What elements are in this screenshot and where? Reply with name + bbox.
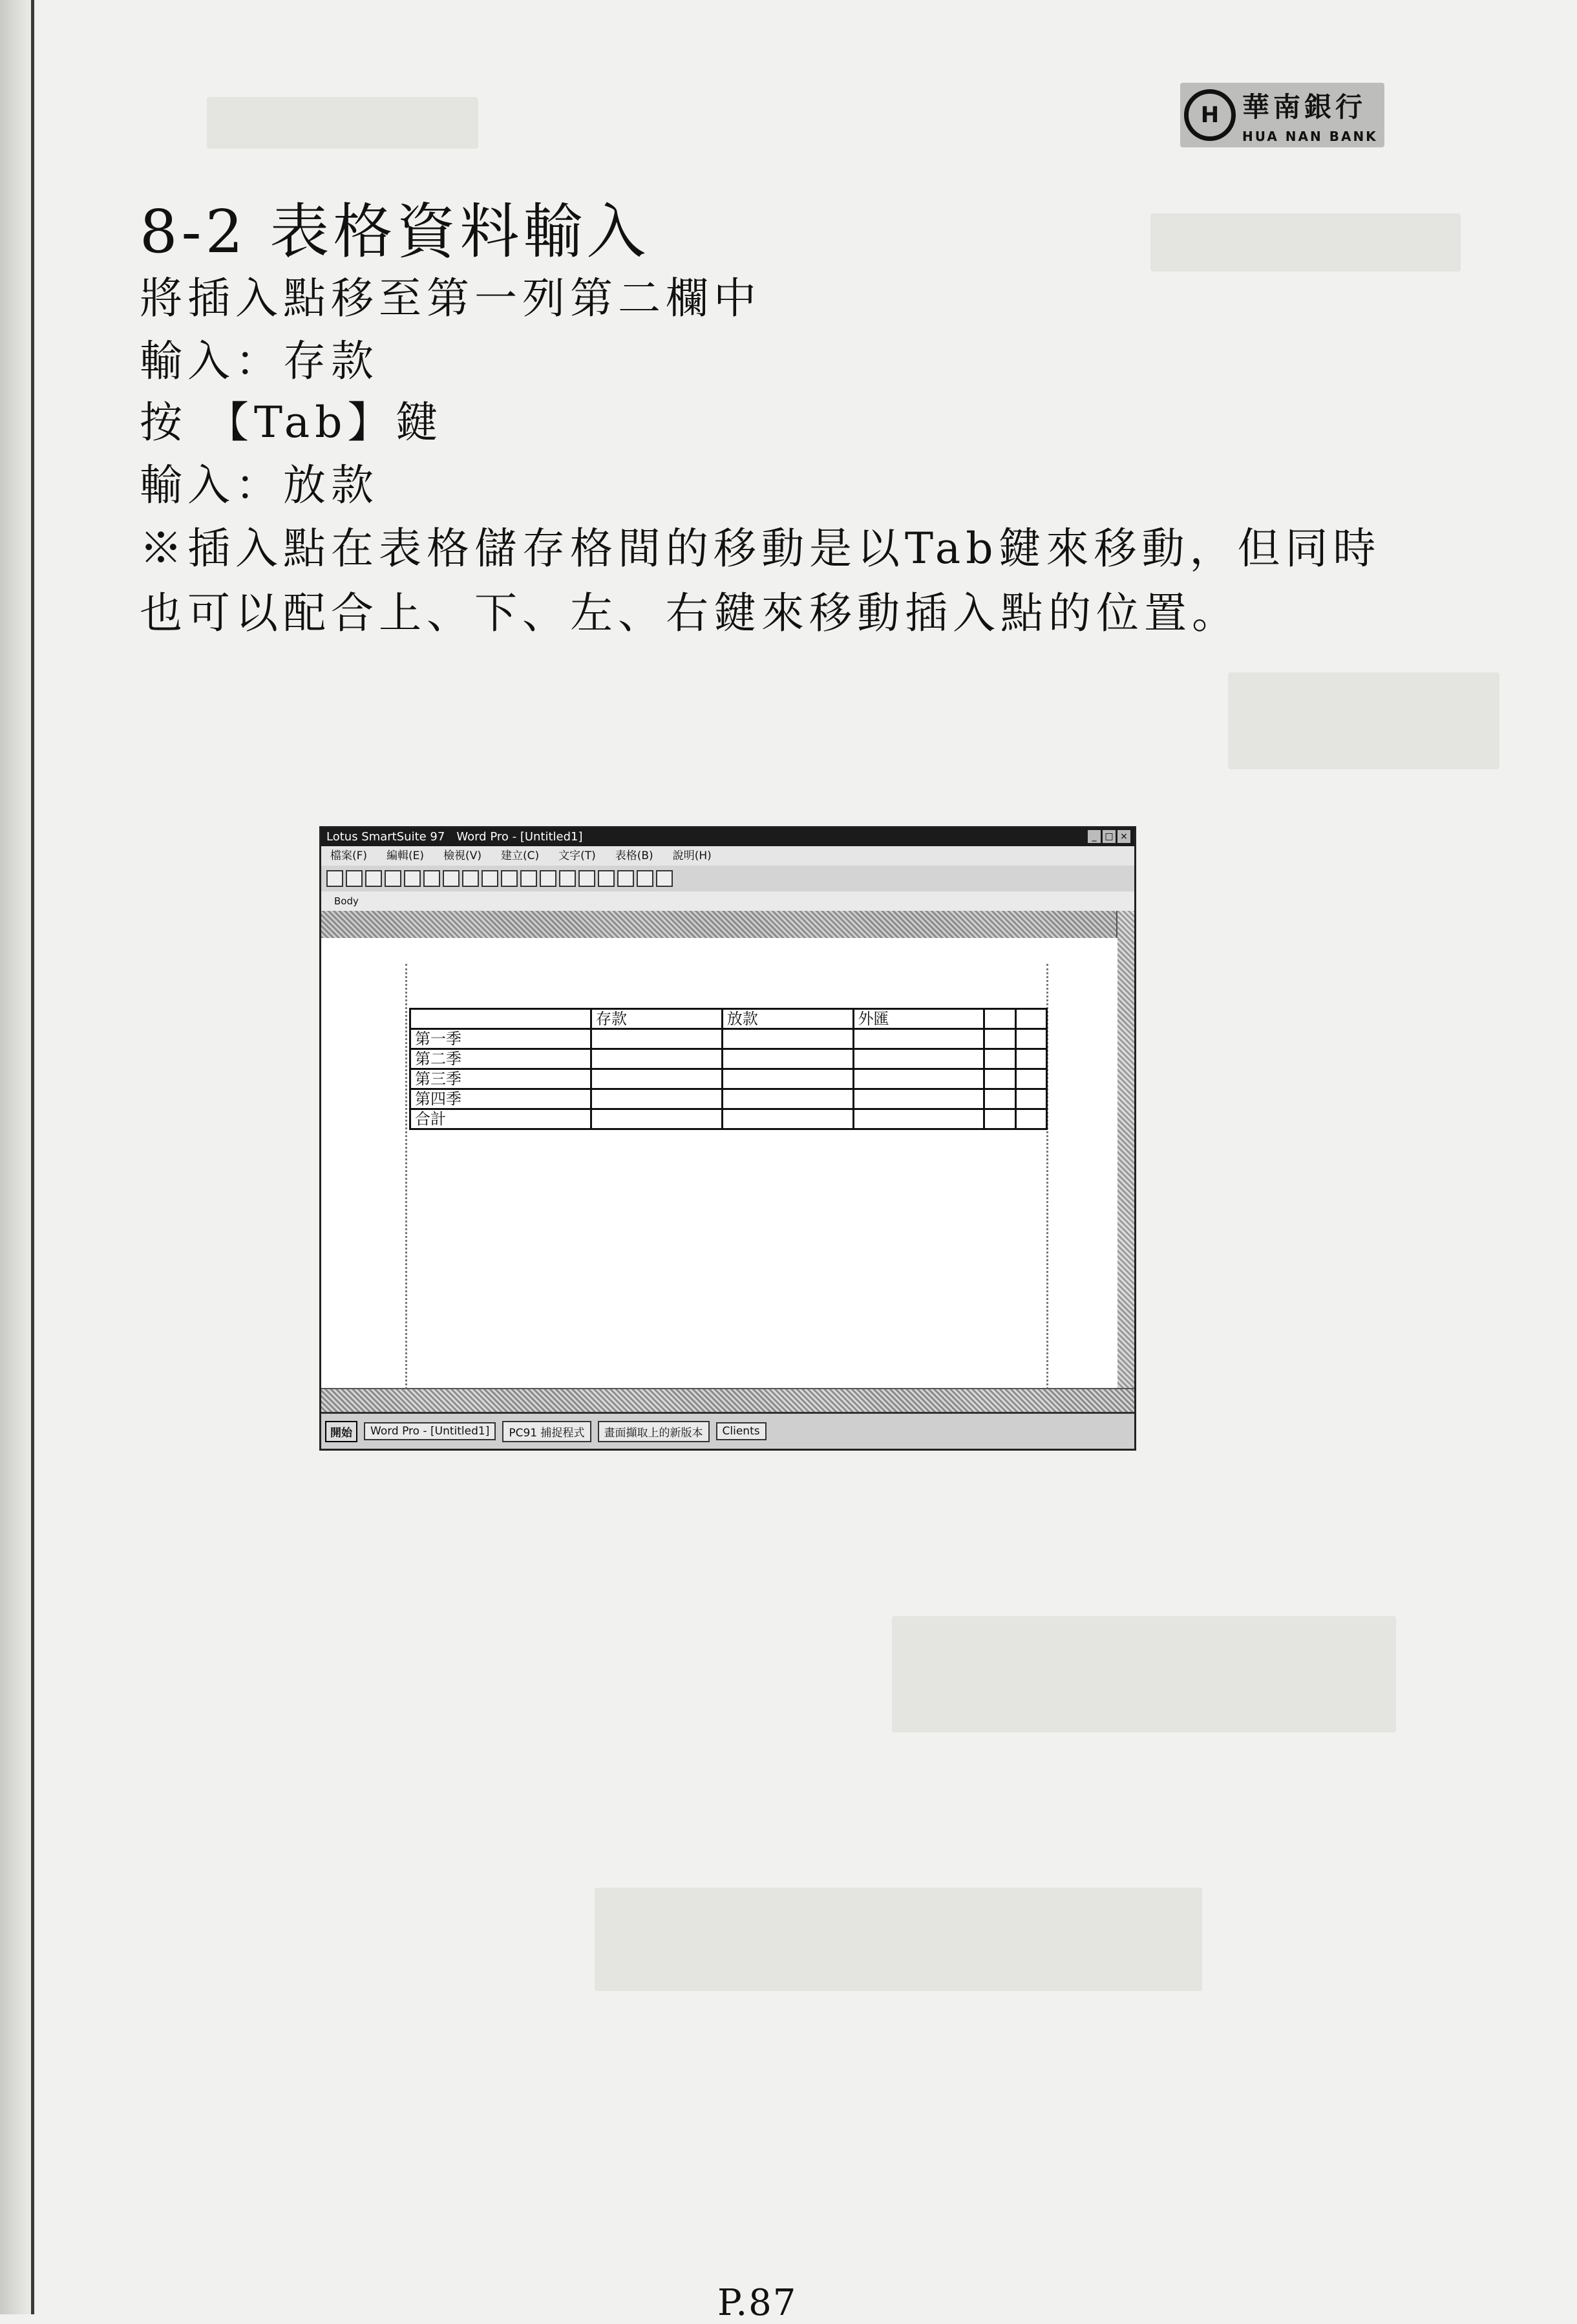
open-icon[interactable] [346,870,363,887]
align-right-icon[interactable] [578,870,595,887]
bleed-through-mark [207,97,478,149]
page-number: P.87 [717,2282,798,2324]
save-icon[interactable] [365,870,382,887]
menu-item[interactable]: 檢視(V) [443,849,482,862]
menu-item[interactable]: 文字(T) [558,849,596,862]
doc-title: Word Pro - [Untitled1] [456,830,583,844]
table-row [410,1029,1047,1049]
table-cell[interactable]: 放款 [722,1009,853,1029]
table-cell[interactable] [591,1109,723,1129]
bleed-through-mark [595,1888,1202,1991]
bank-logo [1180,83,1384,147]
print-icon[interactable] [385,870,401,887]
toolbar [321,866,1134,893]
table-cell[interactable] [984,1029,1015,1049]
taskbar-item[interactable]: Word Pro - [Untitled1] [364,1422,496,1440]
menu-item[interactable]: 檔案(F) [330,849,368,862]
bank-name-cn: 華南銀行 [1242,91,1367,123]
table-cell[interactable] [591,1089,723,1109]
table-row [410,1069,1047,1089]
zoom-icon[interactable] [656,870,673,887]
table-cell[interactable] [722,1109,853,1129]
table-cell[interactable] [410,1009,591,1029]
instruction-line: 輸入：放款 [140,460,379,510]
section-title: 8-2 表格資料輸入 [140,197,650,266]
table-row [410,1109,1047,1129]
close-icon[interactable]: × [1117,830,1130,843]
instruction-note: ※插入點在表格儲存格間的移動是以Tab鍵來移動，但同時 [140,524,1381,573]
table-cell[interactable] [1015,1049,1046,1069]
menu-item[interactable]: 建立(C) [500,849,540,862]
table-cell[interactable] [984,1109,1015,1129]
table-cell[interactable]: 合計 [410,1109,591,1129]
bank-emblem-icon: H [1184,89,1236,141]
table-row [410,1009,1047,1029]
table-cell[interactable] [722,1089,853,1109]
maximize-icon[interactable]: □ [1103,830,1116,843]
data-table [409,1008,1048,1130]
table-cell[interactable] [1015,1089,1046,1109]
instruction-line: 輸入：存款 [140,336,379,386]
menu-item[interactable]: 編輯(E) [386,849,425,862]
table-cell[interactable]: 第二季 [410,1049,591,1069]
taskbar-item[interactable]: Clients [716,1422,767,1440]
table-icon[interactable] [598,870,615,887]
table-cell[interactable] [591,1049,723,1069]
table-cell[interactable] [591,1029,723,1049]
instruction-note: 也可以配合上、下、左、右鍵來移動插入點的位置。 [140,588,1240,638]
italic-icon[interactable] [501,870,518,887]
ruler [321,911,1134,938]
style-tab[interactable]: Body [321,891,1134,911]
app-title: Lotus SmartSuite 97 [326,830,445,844]
wordpro-screenshot [319,826,1136,1451]
table-cell[interactable] [591,1069,723,1089]
table-cell[interactable] [1015,1009,1046,1029]
table-cell[interactable] [853,1069,984,1089]
table-cell[interactable] [984,1049,1015,1069]
left-margin-guide [405,964,407,1389]
bleed-through-mark [892,1616,1396,1732]
underline-icon[interactable] [520,870,537,887]
table-cell[interactable]: 第四季 [410,1089,591,1109]
table-cell[interactable]: 外匯 [853,1009,984,1029]
document-area[interactable] [321,938,1117,1389]
new-document-icon[interactable] [326,870,343,887]
table-row [410,1049,1047,1069]
table-cell[interactable] [1015,1069,1046,1089]
table-cell[interactable] [853,1089,984,1109]
table-cell[interactable]: 第三季 [410,1069,591,1089]
table-cell[interactable]: 存款 [591,1009,723,1029]
table-cell[interactable] [853,1109,984,1129]
align-left-icon[interactable] [540,870,556,887]
bank-name-en: HUA NAN BANK [1242,129,1378,144]
instruction-line: 將插入點移至第一列第二欄中 [140,273,761,323]
table-cell[interactable] [1015,1109,1046,1129]
cut-icon[interactable] [404,870,421,887]
start-button[interactable]: 開始 [325,1421,357,1442]
table-row [410,1089,1047,1109]
taskbar-item[interactable]: PC91 捕捉程式 [502,1421,591,1442]
table-cell[interactable] [722,1029,853,1049]
instruction-line: 按 【Tab】鍵 [140,398,443,447]
bold-icon[interactable] [482,870,498,887]
table-cell[interactable]: 第一季 [410,1029,591,1049]
table-cell[interactable] [853,1029,984,1049]
undo-icon[interactable] [462,870,479,887]
vertical-scrollbar[interactable] [1116,911,1134,1389]
menu-item[interactable]: 說明(H) [672,849,712,862]
table-cell[interactable] [984,1069,1015,1089]
horizontal-scrollbar[interactable] [321,1388,1134,1414]
page-binding-edge [0,0,37,2314]
bleed-through-mark [1150,213,1461,272]
copy-icon[interactable] [423,870,440,887]
minimize-icon[interactable]: _ [1088,830,1101,843]
align-center-icon[interactable] [559,870,576,887]
menu-item[interactable]: 表格(B) [615,849,653,862]
spell-check-icon[interactable] [637,870,653,887]
bleed-through-mark [1228,672,1499,769]
menu-bar [321,846,1134,866]
paste-icon[interactable] [443,870,460,887]
taskbar [321,1412,1134,1449]
table-cell[interactable] [1015,1029,1046,1049]
table-cell[interactable] [984,1009,1015,1029]
table-cell[interactable] [853,1049,984,1069]
table-cell[interactable] [984,1089,1015,1109]
taskbar-item[interactable]: 畫面擷取上的新版本 [598,1421,710,1442]
chart-icon[interactable] [617,870,634,887]
window-titlebar [321,828,1134,846]
table-cell[interactable] [722,1049,853,1069]
table-cell[interactable] [722,1069,853,1089]
